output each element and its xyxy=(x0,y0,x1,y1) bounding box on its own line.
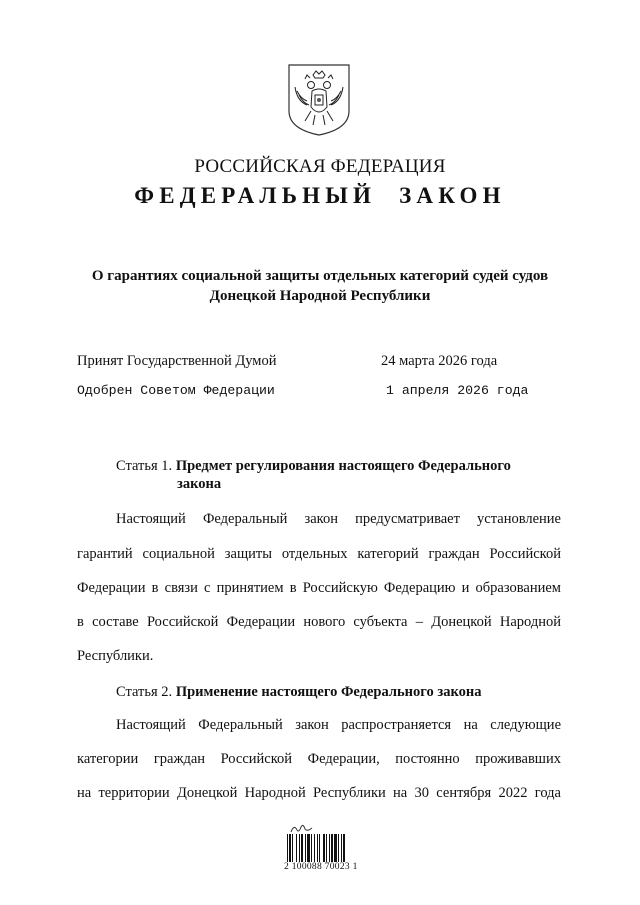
country-title: РОССИЙСКАЯ ФЕДЕРАЦИЯ xyxy=(194,156,446,177)
article-2-heading xyxy=(116,683,481,702)
paragraph-line: на территории Донецкой Народной Республики на 30 сентября 2022 года xyxy=(77,785,561,801)
paragraph-line: гарантий социальной защиты отдельных категорий граждан Российской xyxy=(77,546,561,562)
law-subject-line: Донецкой Народной Республики xyxy=(209,288,431,304)
barcode-number: 2 100088 70023 1 xyxy=(284,862,358,872)
law-subject xyxy=(60,266,580,306)
article-number: Статья 2. xyxy=(116,684,173,700)
article-title: закона xyxy=(177,476,222,492)
coat-of-arms-icon xyxy=(287,63,351,137)
council-approval-date: 1 апреля 2026 года xyxy=(386,383,529,398)
paragraph-line: категории граждан Российской Федерации, постоянно проживавших xyxy=(77,751,561,767)
duma-adoption-date: 24 марта 2026 года xyxy=(381,353,498,369)
article-title: Применение настоящего Федерального закона xyxy=(175,684,482,700)
paragraph-line: Республики. xyxy=(77,648,154,664)
article-1-heading-cont xyxy=(177,475,221,494)
council-approval-label: Одобрен Советом Федерации xyxy=(77,383,275,398)
paragraph-line: в составе Российской Федерации нового субъекта – Донецкой Народной xyxy=(77,614,561,630)
paragraph-line: Настоящий Федеральный закон предусматривает установление xyxy=(116,511,561,527)
article-1-heading xyxy=(116,457,576,476)
law-subject-line: О гарантиях социальной защиты отдельных категорий судей судов xyxy=(91,268,549,284)
duma-adoption-label: Принят Государственной Думой xyxy=(77,353,277,369)
article-title: Предмет регулирования настоящего Федерального xyxy=(175,458,511,474)
article-number: Статья 1. xyxy=(116,458,173,474)
document-type-title: ФЕДЕРАЛЬНЫЙ ЗАКОН xyxy=(134,183,506,208)
paragraph-line: Федерации в связи с принятием в Российскую Федерацию и образованием xyxy=(77,580,561,596)
handwritten-signature-icon xyxy=(290,822,314,834)
paragraph-line: Настоящий Федеральный закон распространяется на следующие xyxy=(116,717,561,733)
